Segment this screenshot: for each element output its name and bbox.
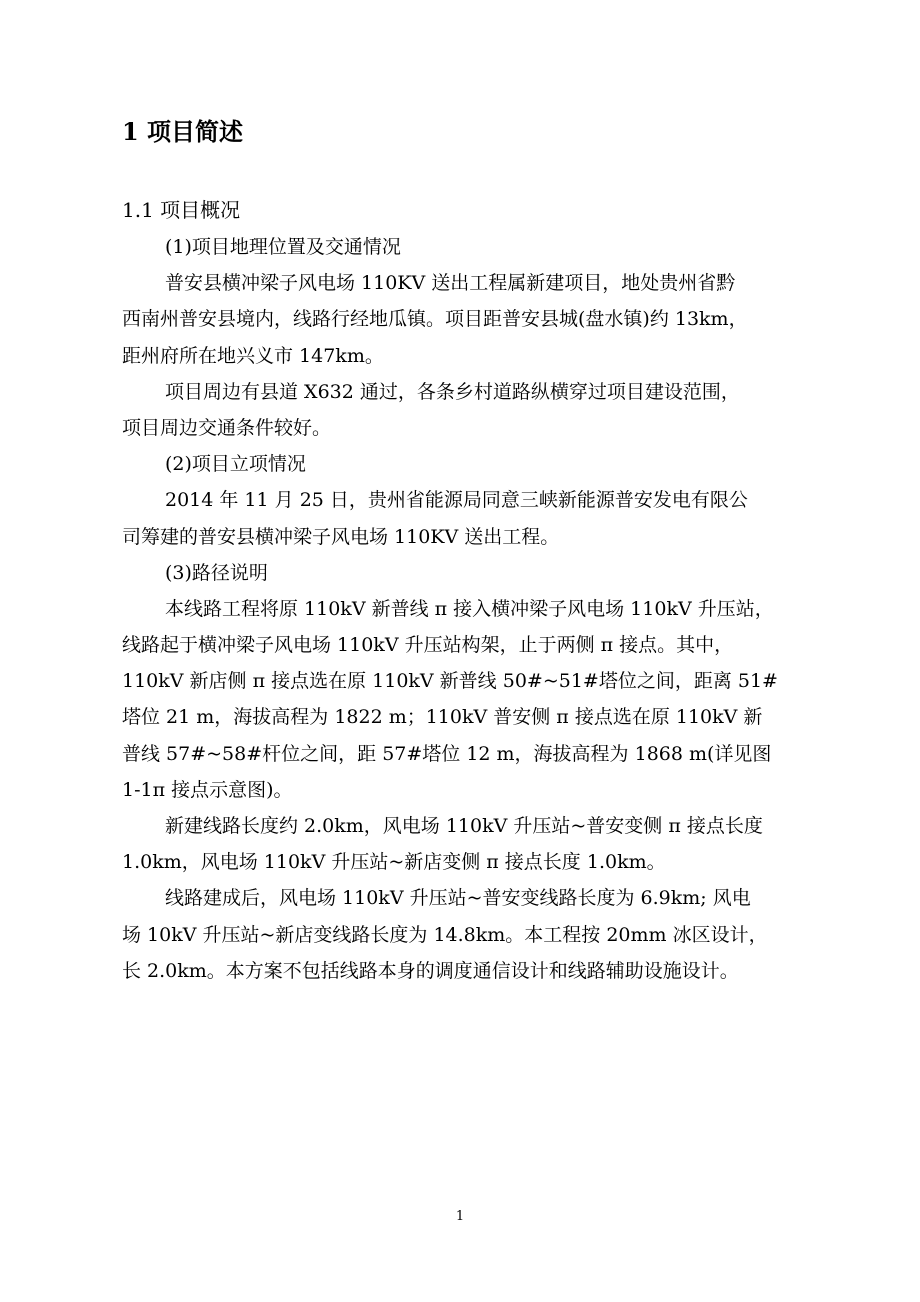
text-line: 项目周边有县道 X632 通过，各条乡村道路纵横穿过项目建设范围， xyxy=(165,380,740,403)
text-line: 场 10kV 升压站~新店变线路长度为 14.8km。本工程按 20mm 冰区设计， xyxy=(122,923,768,946)
text-line: 新建线路长度约 2.0km，风电场 110kV 升压站~普安变侧 π 接点长度 xyxy=(165,815,763,837)
text-line: 司筹建的普安县横冲梁子风电场 110KV 送出工程。 xyxy=(122,525,560,548)
text-line: 西南州普安县境内，线路行经地瓜镇。项目距普安县城(盘水镇)约 13km， xyxy=(122,308,748,331)
text-line: 长 2.0km。本方案不包括线路本身的调度通信设计和线路辅助设施设计。 xyxy=(122,959,739,982)
text-line: 110kV 新店侧 π 接点选在原 110kV 新普线 50#~51#塔位之间，距离 51# xyxy=(122,670,778,693)
page-number: 1 xyxy=(455,1209,465,1224)
text-line: 距州府所在地兴义市 147km。 xyxy=(122,344,384,367)
text-line: 1.0km，风电场 110kV 升压站~新店变侧 π 接点长度 1.0km。 xyxy=(122,851,666,874)
text-line: 本线路工程将原 110kV 新普线 π 接入横冲梁子风电场 110kV 升压站， xyxy=(165,597,774,620)
text-line: (1)项目地理位置及交通情况 xyxy=(165,236,401,258)
text-line: 项目周边交通条件较好。 xyxy=(122,416,332,439)
text-line: 塔位 21 m，海拔高程为 1822 m；110kV 普安侧 π 接点选在原 110kV 新 xyxy=(122,706,763,729)
text-line: 普线 57#~58#杆位之间，距 57#塔位 12 m，海拔高程为 1868 m(详见图 xyxy=(122,742,772,765)
text-line: (3)路径说明 xyxy=(165,561,268,584)
text-line: 2014 年 11 月 25 日，贵州省能源局同意三峡新能源普安发电有限公 xyxy=(165,489,748,512)
text-line: 线路建成后，风电场 110kV 升压站~普安变线路长度为 6.9km; 风电 xyxy=(165,887,751,910)
text-line: 普安县横冲梁子风电场 110KV 送出工程属新建项目，地处贵州省黔 xyxy=(165,272,736,295)
text-line: 线路起于横冲梁子风电场 110kV 升压站构架，止于两侧 π 接点。其中， xyxy=(122,634,734,657)
body-text xyxy=(122,229,812,989)
chapter-heading: 1 项目简述 xyxy=(122,117,244,146)
section-title: 1.1 项目概况 xyxy=(122,198,241,222)
text-line: (2)项目立项情况 xyxy=(165,453,306,476)
text-line: 1-1π 接点示意图)。 xyxy=(122,778,293,801)
